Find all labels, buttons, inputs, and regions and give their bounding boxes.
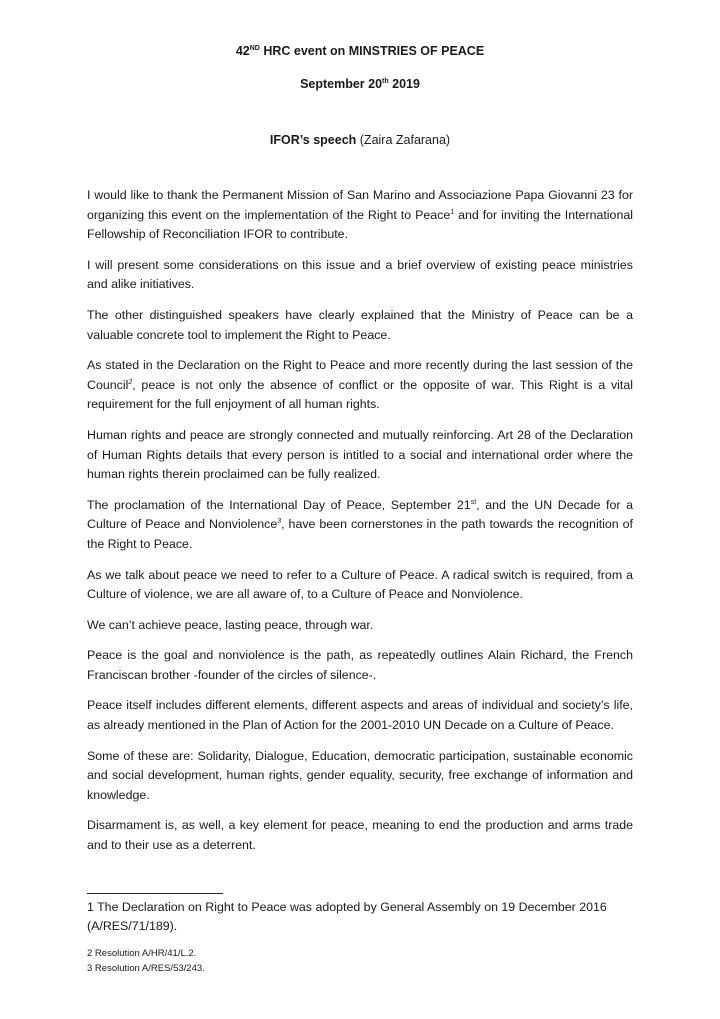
speech-heading (0, 132, 720, 148)
paragraph-text: , and the UN Decade for a Culture of Peace and Nonviolence (87, 497, 633, 532)
ordinal-suffix: st (470, 498, 477, 506)
paragraph-text: As stated in the Declaration on the Right to Peace and more recently during the last session of the Council (87, 358, 633, 392)
footnote-1: 1 The Declaration on Right to Peace was adopted by General Assembly on 19 December 2016 (A/RES/71/189). (87, 900, 607, 933)
paragraph: Human rights and peace are strongly connected and mutually reinforcing. Art 28 of the Declaration of Human Rights details that every person is intitled to a social and international order where the human rights therein proclaimed can be fully realized. (87, 427, 633, 482)
paragraph: We can’t achieve peace, lasting peace, through war. (87, 617, 374, 632)
paragraph (87, 496, 633, 555)
footnote-2: 2 Resolution A/HR/41/L.2. (87, 948, 197, 959)
title-ordinal: ND (249, 45, 260, 52)
date-year: 2019 (388, 77, 420, 91)
footnote-divider (87, 893, 223, 894)
paragraph (87, 356, 633, 415)
paragraph: Some of these are: Solidarity, Dialogue, Education, democratic participation, sustainable economic and social development, human rights, gender equality, security, free exchange of information and knowledge. (87, 748, 633, 802)
paragraph: Peace itself includes different elements, different aspects and areas of individual and society’s life, as already mentioned in the Plan of Action for the 2001-2010 UN Decade on a Culture of Peace. (87, 698, 633, 733)
footnote-ref: 2 (128, 378, 133, 386)
paragraph-text: I would like to thank the Permanent Mission of San Marino and Associazione Papa Giovanni 23 for organizing this event on the implementation of the Right to Peace (87, 188, 633, 222)
speaker-name: (Zaira Zafarana) (356, 133, 451, 147)
paragraph: Disarmament is, as well, a key element for peace, meaning to end the production and arms trade and to their use as a deterrent. (87, 818, 633, 853)
paragraph (87, 186, 633, 245)
paragraph-text: , peace is not only the absence of conflict or the opposite of war. This Right is a vital requirement for the full enjoyment of all human rights. (87, 377, 633, 412)
document-title (0, 43, 720, 59)
footnote-ref: 1 (450, 208, 455, 216)
date-ordinal: th (382, 78, 389, 85)
title-text: HRC event on MINSTRIES OF PEACE (259, 44, 485, 58)
speech-label: IFOR’s speech (269, 133, 357, 147)
paragraph: Peace is the goal and nonviolence is the path, as repeatedly outlines Alain Richard, the French Franciscan brother -founder of the circles of silence-. (87, 648, 633, 682)
title-number: 42 (235, 44, 250, 58)
paragraph-text: The proclamation of the International Day of Peace, September 21 (87, 497, 471, 512)
paragraph: As we talk about peace we need to refer to a Culture of Peace. A radical switch is required, from a Culture of violence, we are all aware of, to a Culture of Peace and Nonviolence. (87, 567, 633, 602)
paragraph-text: , have been cornerstones in the path towards the recognition of the Right to Peace. (87, 517, 633, 551)
document-date (0, 76, 720, 92)
paragraph: I will present some considerations on this issue and a brief overview of existing peace ministries and alike initiatives. (87, 257, 633, 292)
footnote-ref: 3 (277, 518, 282, 526)
footnote-3: 3 Resolution A/RES/53/243. (87, 963, 205, 974)
paragraph-text: and for inviting the International Fellowship of Reconciliation IFOR to contribute. (87, 207, 633, 242)
paragraph: The other distinguished speakers have clearly explained that the Ministry of Peace can be a valuable concrete tool to implement the Right to Peace. (87, 307, 633, 342)
date-text: September 20 (300, 77, 383, 91)
speech-body (87, 186, 633, 867)
